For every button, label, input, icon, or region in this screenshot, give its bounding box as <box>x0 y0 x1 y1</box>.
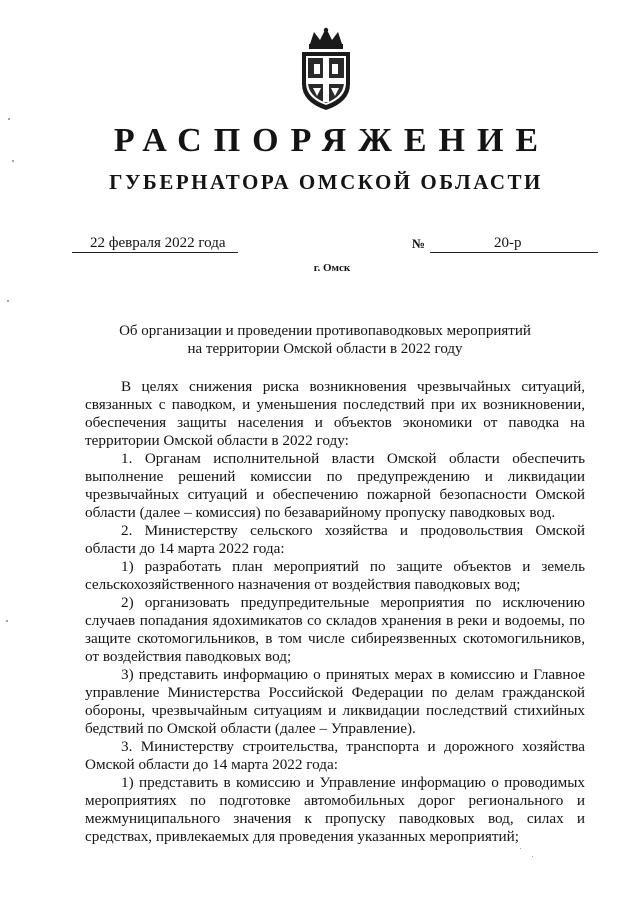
scan-speck <box>12 160 14 162</box>
heading-line-1: Об организации и проведении противопаводковых мероприятий <box>119 323 531 339</box>
paragraph-3: 3. Министерству строительства, транспорта и дорожного хозяйства Омской области до 14 марта 2022 года: <box>85 738 585 773</box>
scan-speck <box>7 300 9 302</box>
paragraph-3-1: 1) представить в комиссию и Управление информацию о проводимых мероприятиях по подготовке автомобильных дорог регионального и межмуниципального значения к пропуску паводковых вод, силах и средствах, привлекаемых для проведения указанных мероприятий; <box>85 774 585 845</box>
scan-speck <box>8 118 10 120</box>
scan-speck <box>6 620 8 622</box>
document-heading <box>90 322 560 358</box>
scan-speck <box>520 848 521 849</box>
paragraph-2-3: 3) представить информацию о принятых мерах в комиссию и Главное управление Министерства Российской Федерации по делам гражданской обороны, чрезвычайным ситуациям и ликвидации последствий стихийных бедствий по Омской области (далее – Управление). <box>85 666 585 737</box>
paragraph-2: 2. Министерству сельского хозяйства и продовольствия Омской области до 14 марта 2022 года: <box>85 522 585 557</box>
number-label: № <box>412 236 426 251</box>
paragraph-2-2: 2) организовать предупредительные мероприятия по исключению случаев попадания ядохимикатов со складов хранения в реки и водоемы, по защите скотомогильников, в том числе сибиреязвенных скотомогильников, от воздействия паводковых вод; <box>85 594 585 665</box>
document-title: РАСПОРЯЖЕНИЕ <box>113 122 551 159</box>
paragraph-1: 1. Органам исполнительной власти Омской области обеспечить выполнение решений комиссии по предупреждению и ликвидации чрезвычайных ситуаций и обеспечению пожарной безопасности Омской области (далее – комиссия) по безаварийному пропуску паводковых вод. <box>85 450 585 521</box>
coat-of-arms-icon <box>296 26 356 112</box>
document-date: 22 февраля 2022 года <box>72 234 238 253</box>
paragraph-intro: В целях снижения риска возникновения чрезвычайных ситуаций, связанных с паводком, и уменьшения последствий при их возникновении, обеспечения защиты населения и объектов экономики от паводка на территории Омской области в 2022 году: <box>85 378 585 449</box>
document-subtitle: ГУБЕРНАТОРА ОМСКОЙ ОБЛАСТИ <box>109 170 543 194</box>
document-number: 20-р <box>430 234 598 253</box>
document-body <box>85 378 585 846</box>
paragraph-2-1: 1) разработать план мероприятий по защите объектов и земель сельскохозяйственного назначения от воздействия паводковых вод; <box>85 558 585 593</box>
heading-line-2: на территории Омской области в 2022 году <box>187 341 463 357</box>
scan-speck <box>532 856 533 857</box>
document-city: г. Омск <box>313 262 351 274</box>
